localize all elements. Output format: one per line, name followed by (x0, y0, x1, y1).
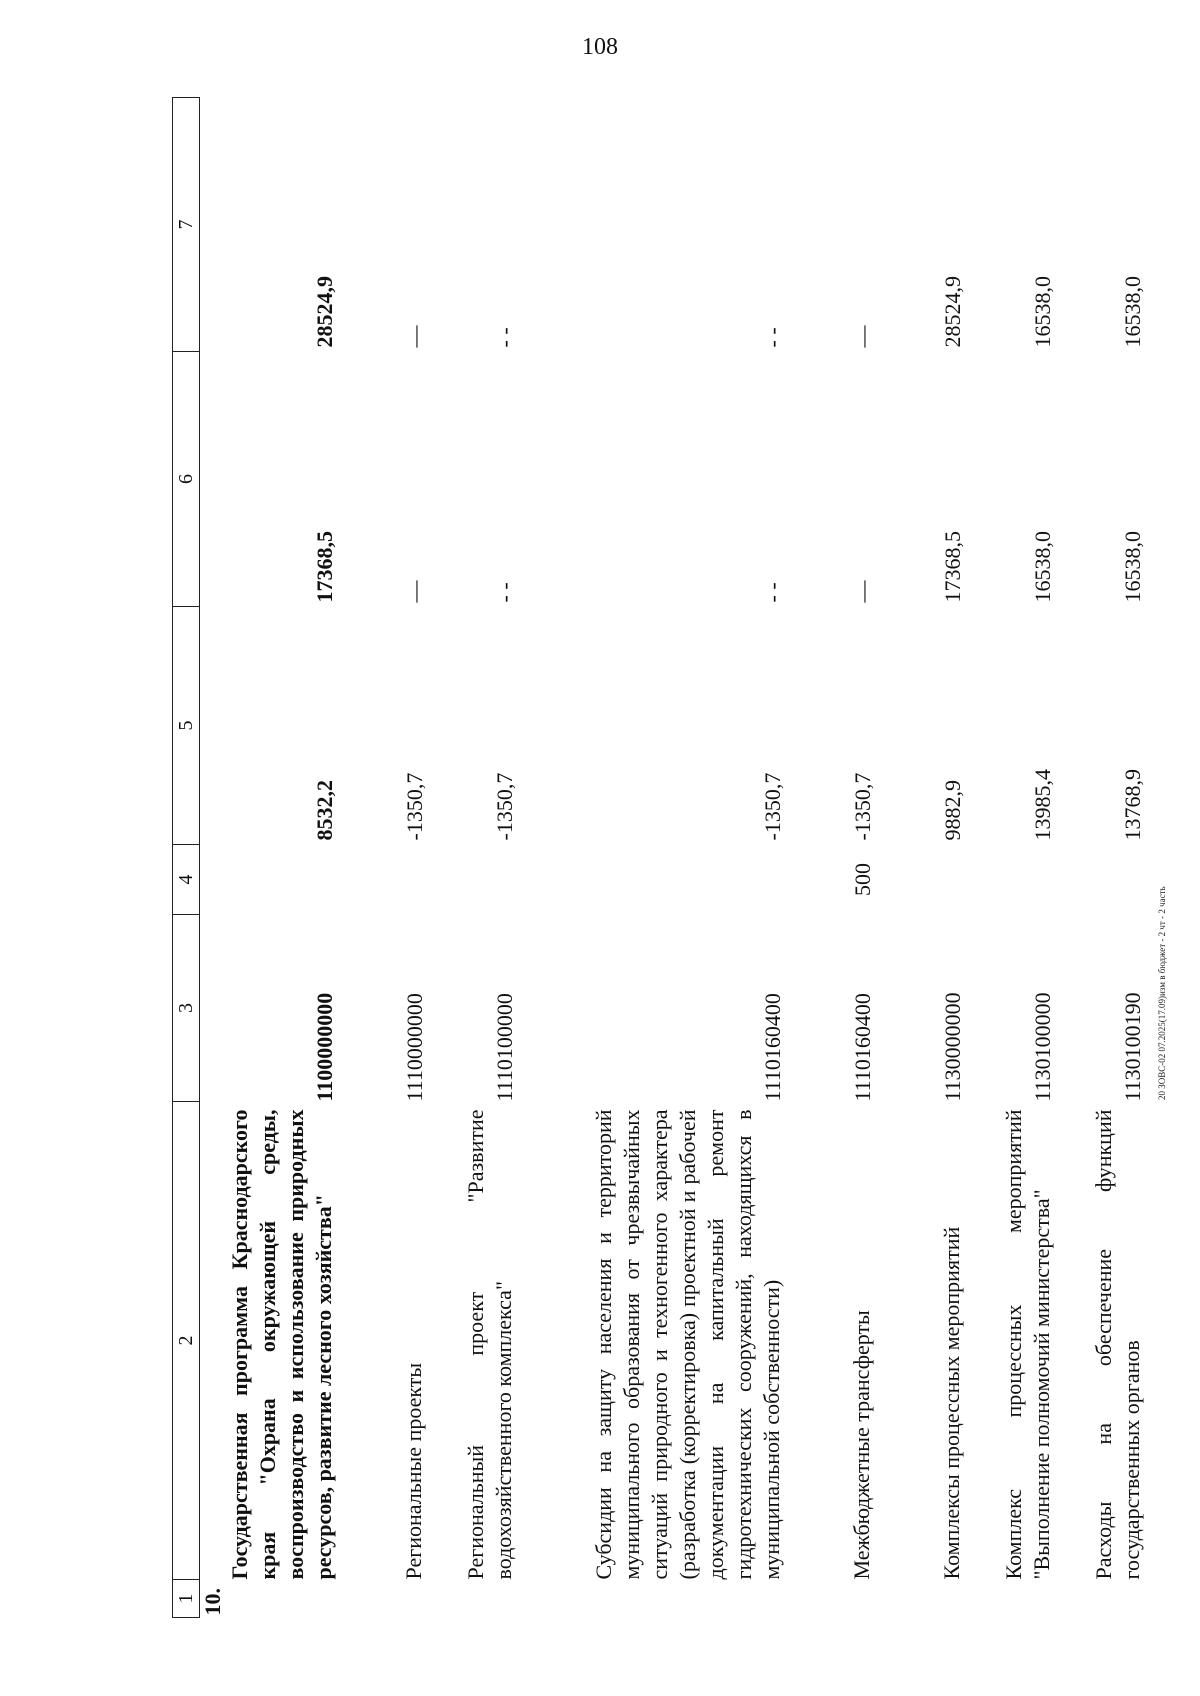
target-article-code: 1130000000 (940, 992, 965, 1102)
value-col5: 13768,9 (1120, 769, 1145, 841)
value-col7: 28524,9 (312, 276, 337, 348)
value-col5: -1350,7 (850, 772, 875, 841)
target-article-code: 1110160400 (760, 993, 785, 1102)
column-header: 6 (173, 352, 200, 607)
row-description: Межбюджетные трансферты (849, 1310, 874, 1580)
value-col5: 9882,9 (940, 780, 965, 841)
row-number (976, 1580, 1066, 1618)
rotated-table-page (172, 98, 1145, 1618)
row-number (348, 1580, 438, 1618)
column-header: 1 (173, 1580, 200, 1618)
row-number: 10. (200, 1588, 225, 1616)
row-number (796, 1580, 886, 1618)
value-col6: — (850, 580, 875, 603)
value-col7: — (850, 325, 875, 348)
table-row (796, 98, 886, 1618)
row-description: Субсидии на защиту населения и территорий муниципального образования от чрезвычайных ситуаций природного и техногенного характера (разработка (корректировка) проектной и рабочей документации на капитальный ремонт гидротехнических сооружений, находящихся в муниципальной собственности) (591, 1109, 784, 1580)
value-col6: - - (492, 582, 517, 603)
budget-table (172, 97, 1156, 1618)
page-number: 108 (582, 34, 618, 60)
value-col6: 16538,0 (1120, 531, 1145, 603)
value-col7: — (402, 325, 427, 348)
column-header: 7 (173, 98, 200, 352)
row-number (886, 1580, 976, 1618)
value-col5: 8532,2 (312, 780, 337, 841)
value-col7: - - (760, 327, 785, 348)
value-col6: - - (760, 582, 785, 603)
value-col7: 28524,9 (940, 276, 965, 348)
row-description: Комплекс процессных мероприятий "Выполнение полномочий министерства" (1001, 1109, 1054, 1580)
target-article-code: 1110160400 (850, 993, 875, 1102)
table-row (528, 98, 796, 1618)
target-article-code: 1110100000 (492, 993, 517, 1102)
expense-kind (976, 845, 1066, 915)
expense-kind: 500 (850, 863, 875, 896)
table-row (348, 98, 438, 1618)
row-description: Региональный проект "Развитие водохозяйственного комплекса" (463, 1109, 516, 1580)
value-col7: 16538,0 (1120, 276, 1145, 348)
table-row (438, 98, 528, 1618)
column-header: 2 (173, 1102, 200, 1580)
column-header: 5 (173, 607, 200, 845)
table-header-row (173, 98, 200, 1618)
table-row (1066, 98, 1156, 1618)
value-col7: - - (492, 327, 517, 348)
value-col6: 17368,5 (940, 531, 965, 603)
target-article-code: 1130100190 (1120, 992, 1145, 1102)
target-article-code: 1130100000 (1030, 992, 1055, 1102)
table-row (200, 98, 349, 1618)
expense-kind (348, 845, 438, 915)
row-number (1066, 1580, 1156, 1618)
value-col5: -1350,7 (760, 772, 785, 841)
expense-kind (886, 845, 976, 915)
expense-kind (528, 845, 796, 915)
expense-kind (200, 845, 349, 915)
value-col5: -1350,7 (492, 772, 517, 841)
value-col5: 13985,4 (1030, 769, 1055, 841)
target-article-code: 1100000000 (312, 992, 337, 1102)
row-number (528, 1580, 796, 1618)
value-col6: 17368,5 (312, 531, 337, 603)
row-number (438, 1580, 528, 1618)
column-header: 4 (173, 845, 200, 915)
expense-kind (1066, 845, 1156, 915)
document-footer: 20 ЗОВС-02 07.2025(17.09)изм в бюджет - 2 чт - 2 часть (1157, 886, 1167, 1100)
value-col7: 16538,0 (1030, 276, 1055, 348)
row-description: Государственная программа Краснодарского края "Охрана окружающей среды, воспроизводство и использование природных ресурсов, развитие лесного хозяйства" (227, 1109, 336, 1580)
value-col5: -1350,7 (402, 772, 427, 841)
table-row (976, 98, 1066, 1618)
row-description: Региональные проекты (401, 1362, 426, 1580)
value-col6: 16538,0 (1030, 531, 1055, 603)
table-row (886, 98, 976, 1618)
column-header: 3 (173, 915, 200, 1102)
row-description: Комплексы процессных мероприятий (939, 1226, 964, 1580)
expense-kind (438, 845, 528, 915)
target-article-code: 1110000000 (402, 993, 427, 1102)
row-description: Расходы на обеспечение функций государственных органов (1091, 1109, 1144, 1580)
value-col6: — (402, 580, 427, 603)
